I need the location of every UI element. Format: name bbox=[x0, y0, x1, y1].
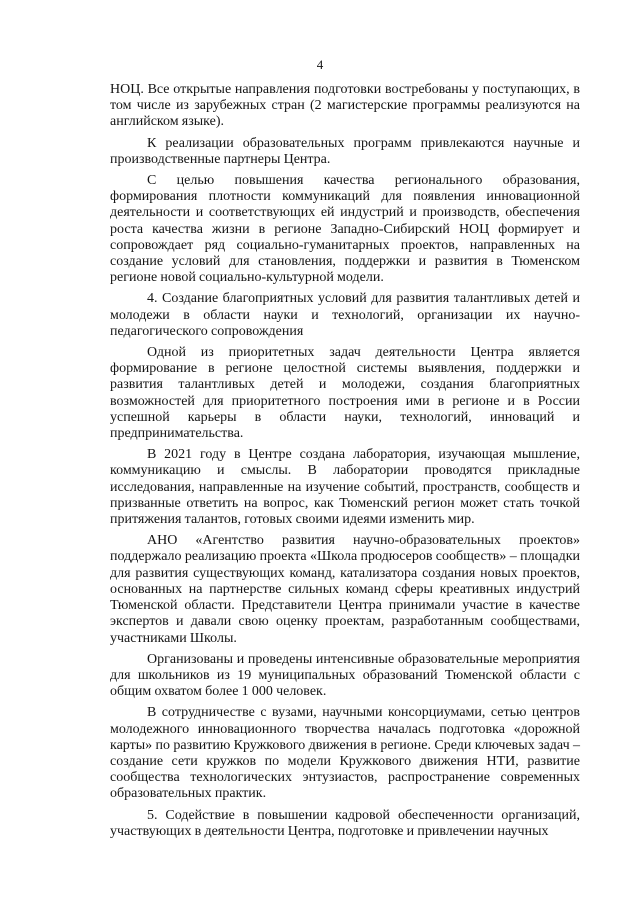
paragraph-laboratory: В 2021 году в Центре создана лаборатория, изучающая мышление, коммуникацию и смыслы. В лаборатории проводятся прикладные исследования, направленные на изучение событий, пространств, сообществ и призванные ответить на вопрос, как Тюменский регион может стать точкой притяжения талантов, готовых своими идеями изменить мир. bbox=[110, 447, 580, 528]
paragraph-social-projects: С целью повышения качества регионального образования, формирования плотности коммуникаций для появления инновационной деятельности и соответствующих ей индустрий и производств, обеспечения роста качества жизни в регионе Западно-Сибирский НОЦ формирует и сопровождает ряд социально-гуманитарных проектов, направленных на создание условий для становления, поддержки и развития в Тюменском регионе новой социально-культурной модели. bbox=[110, 173, 580, 286]
body-text bbox=[110, 82, 580, 845]
page-number: 4 bbox=[316, 57, 324, 72]
paragraph-school-events: Организованы и проведены интенсивные образовательные мероприятия для школьников из 19 муниципальных образований Тюменской области с общим охватом более 1 000 человек. bbox=[110, 651, 580, 700]
paragraph-producers-school: АНО «Агентство развития научно-образовательных проектов» поддержало реализацию проекта «Школа продюсеров сообществ» – площадки для развития существующих команд, катализатора создания новых проектов, основанных на партнерстве сильных команд сферы креативных индустрий Тюменской области. Представители Центра принимали участие в качестве экспертов и давали свою оценку проектам, разработанным сообществами, участниками Школы. bbox=[110, 533, 580, 646]
paragraph-roadmap: В сотрудничестве с вузами, научными консорциумами, сетью центров молодежного инновационного творчества началась подготовка «дорожной карты» по развитию Кружкового движения в регионе. Среди ключевых задач – создание сети кружков по модели Кружкового движения НТИ, развитие сообщества технологических энтузиастов, распространение современных образовательных практик. bbox=[110, 705, 580, 802]
paragraph-noc-directions: НОЦ. Все открытые направления подготовки востребованы у поступающих, в том числе из зарубежных стран (2 магистерские программы реализуются на английском языке). bbox=[110, 82, 580, 130]
section-heading-4: 4. Создание благоприятных условий для развития талантливых детей и молодежи в области науки и технологий, организации их научно-педагогического сопровождения bbox=[110, 291, 580, 339]
section-heading-5: 5. Содействие в повышении кадровой обеспеченности организаций, участвующих в деятельности Центра, подготовке и привлечении научных bbox=[110, 807, 580, 839]
paragraph-talent-system: Одной из приоритетных задач деятельности Центра является формирование в регионе целостной системы выявления, поддержки и развития талантливых детей и молодежи, создания благоприятных возможностей для приоритетного построения ими в регионе и в России успешной карьеры в области науки, технологий, инноваций и предпринимательства. bbox=[110, 345, 580, 442]
paragraph-partners: К реализации образовательных программ привлекаются научные и производственные партнеры Центра. bbox=[110, 135, 580, 167]
